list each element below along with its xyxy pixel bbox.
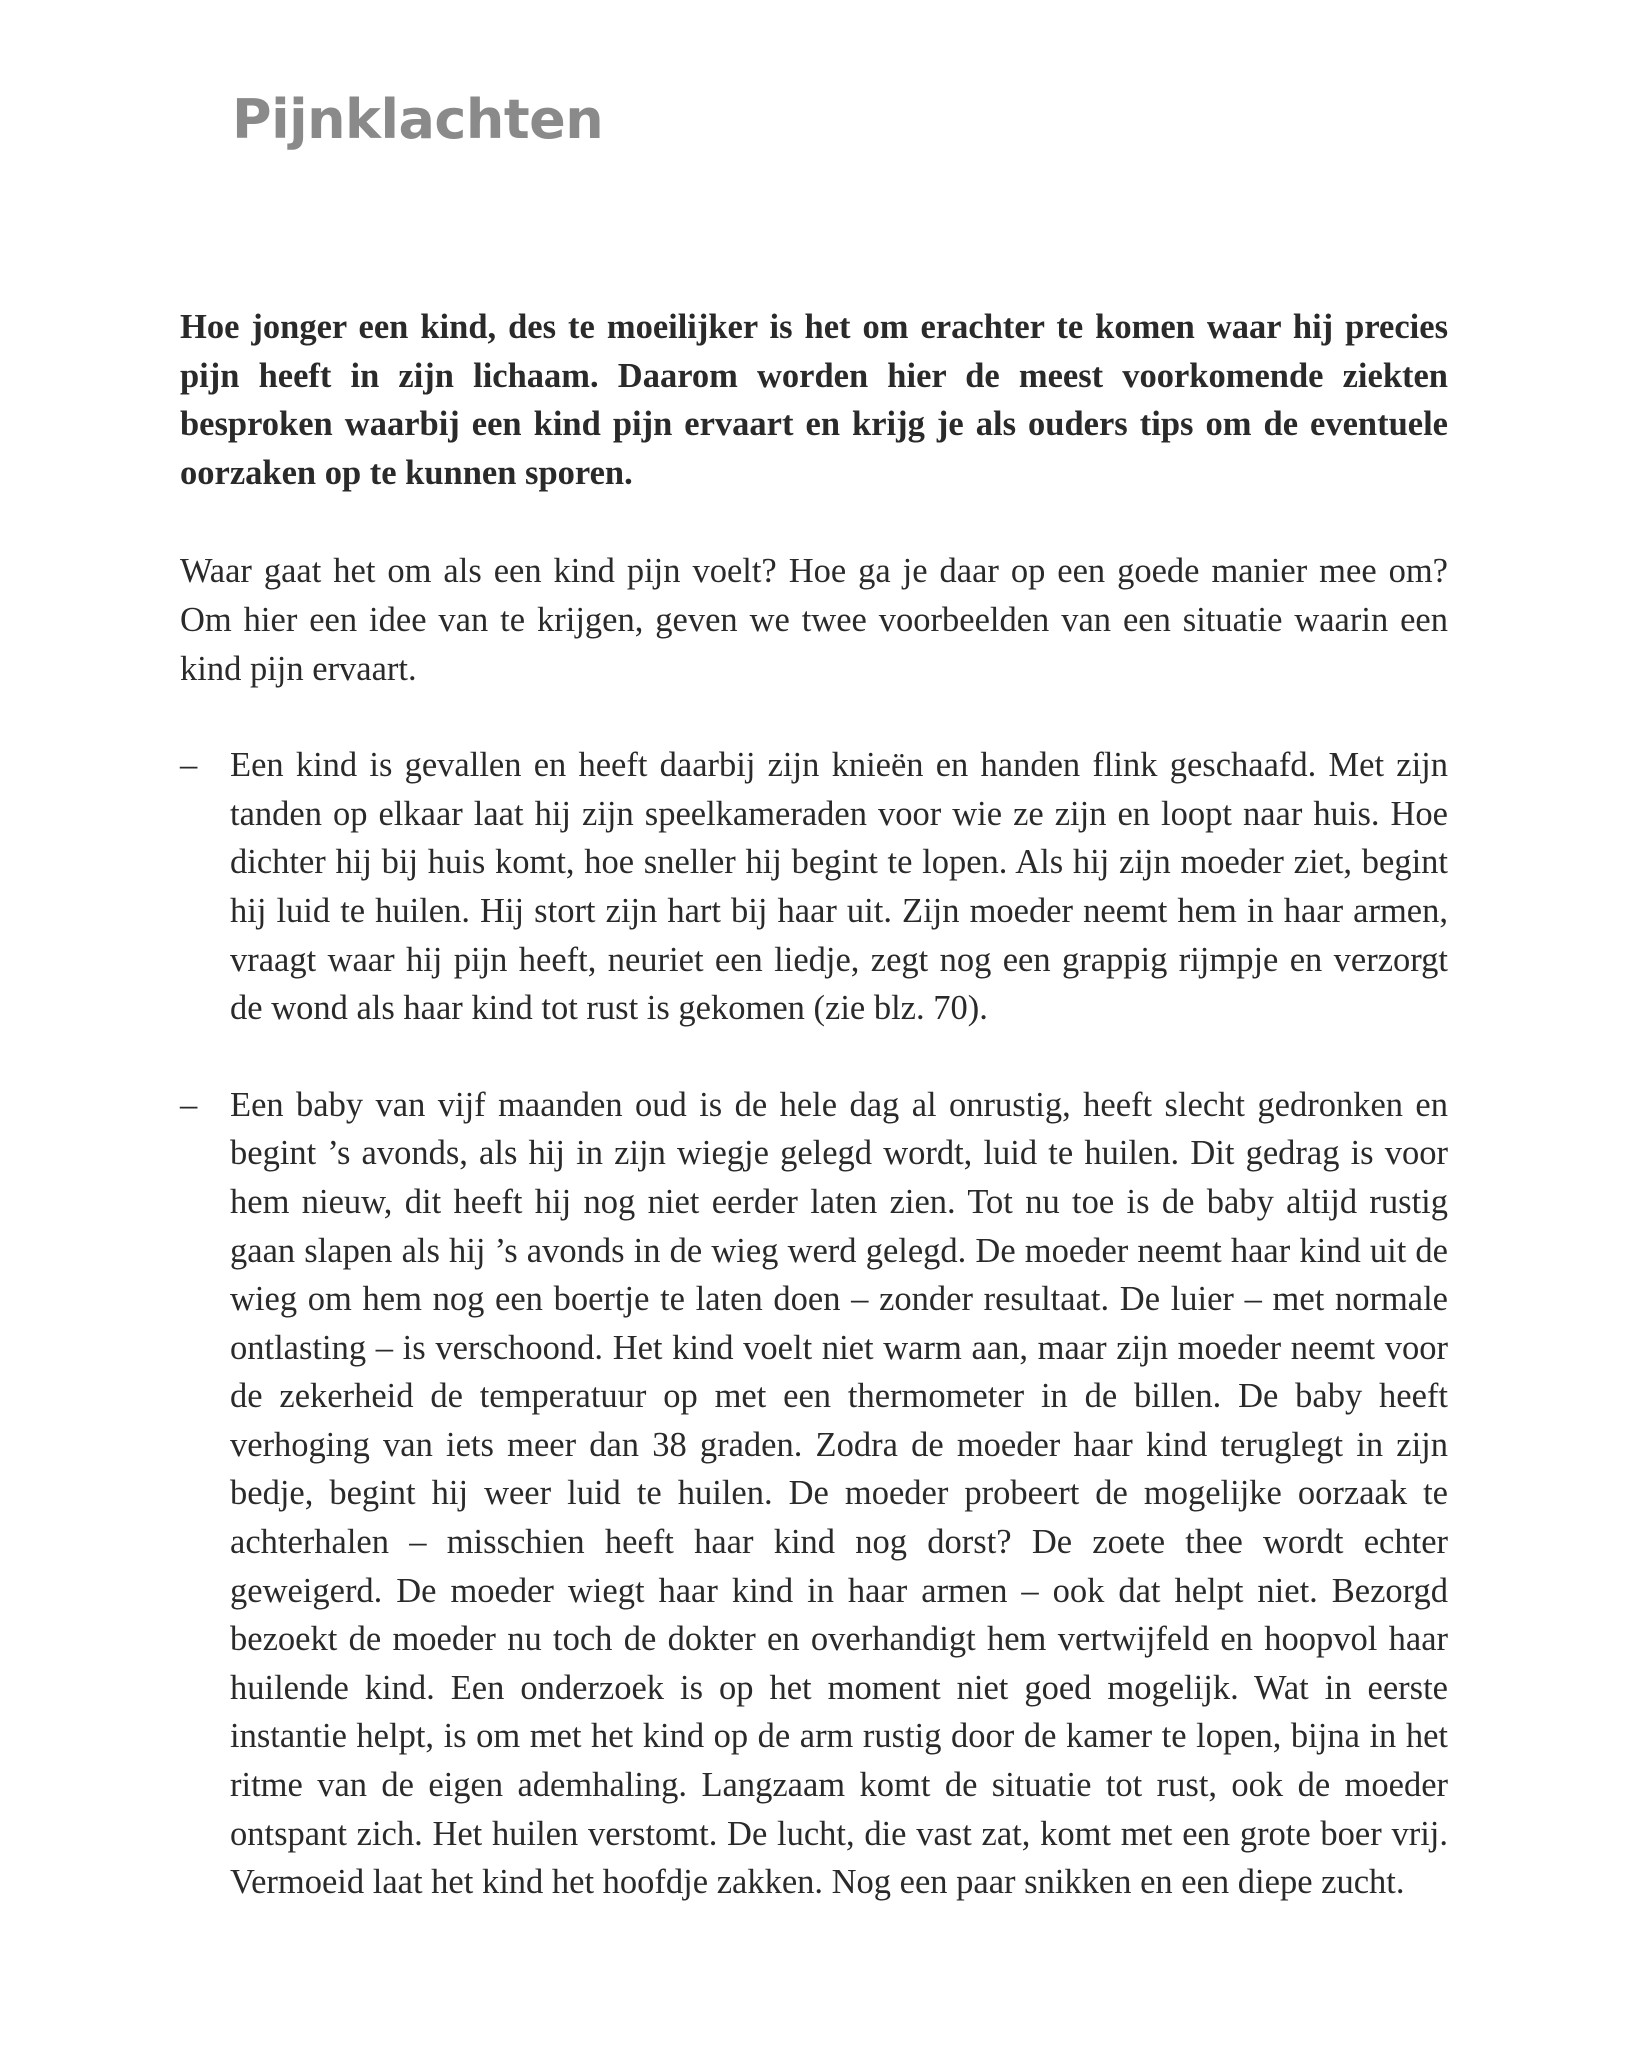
list-item — [180, 1081, 1448, 1907]
example-list — [180, 741, 1448, 1907]
body-paragraph: Waar gaat het om als een kind pijn voelt? Hoe ga je daar op een goede manier mee om? Om hier een idee van te krijgen, geven we twee voorbeelden van een situatie waarin een kind pijn ervaart. — [180, 552, 1448, 688]
list-item — [180, 741, 1448, 1033]
page-title: Pijnklachten — [232, 88, 604, 151]
dash-marker: – — [180, 746, 198, 785]
intro-paragraph: Hoe jonger een kind, des te moeilijker is het om erachter te komen waar hij precies pijn heeft in zijn lichaam. Daarom worden hier de meest voorkomende ziekten besproken waarbij een kind pijn ervaart en krijg je als ouders tips om de eventuele oorzaken op te kunnen sporen. — [180, 308, 1448, 492]
page-body — [180, 303, 1448, 1955]
list-item-text: Een baby van vijf maanden oud is de hele dag al onrustig, heeft slecht gedronken en begint ’s avonds, als hij in zijn wiegje gelegd wordt, luid te huilen. Dit gedrag is voor hem nieuw, dit heeft hij nog niet eerder laten zien. Tot nu toe is de baby altijd rustig gaan slapen als hij ’s avonds in de wieg werd gelegd. De moeder neemt haar kind uit de wieg om hem nog een boertje te laten doen – zonder resultaat. De luier – met normale ontlasting – is verschoond. Het kind voelt niet warm aan, maar zijn moeder neemt voor de zekerheid de temperatuur op met een thermometer in de billen. De baby heeft verhoging van iets meer dan 38 graden. Zodra de moeder haar kind teruglegt in zijn bedje, begint hij weer luid te huilen. De moeder probeert de mogelijke oorzaak te achterhalen – misschien heeft haar kind nog dorst? De zoete thee wordt echter geweigerd. De moeder wiegt haar kind in haar armen – ook dat helpt niet. Bezorgd bezoekt de moeder nu toch de dokter en overhandigt hem vertwijfeld en hoopvol haar huilende kind. Een onderzoek is op het moment niet goed mogelijk. Wat in eerste instantie helpt, is om met het kind op de arm rustig door de kamer te lopen, bijna in het ritme van de eigen ademhaling. Langzaam komt de situatie tot rust, ook de moeder ontspant zich. Het huilen verstomt. De lucht, die vast zat, komt met een grote boer vrij. Vermoeid laat het kind het hoofdje zakken. Nog een paar snikken en een diepe zucht. — [230, 1085, 1448, 1902]
dash-marker: – — [180, 1085, 198, 1124]
list-item-text: Een kind is gevallen en heeft daarbij zijn knieën en handen flink geschaafd. Met zijn tanden op elkaar laat hij zijn speelkameraden voor wie ze zijn en loopt naar huis. Hoe dichter hij bij huis komt, hoe sneller hij begint te lopen. Als hij zijn moeder ziet, begint hij luid te huilen. Hij stort zijn hart bij haar uit. Zijn moeder neemt hem in haar armen, vraagt waar hij pijn heeft, neuriet een liedje, zegt nog een grappig rijmpje en verzorgt de wond als haar kind tot rust is gekomen (zie blz. 70). — [230, 746, 1448, 1028]
